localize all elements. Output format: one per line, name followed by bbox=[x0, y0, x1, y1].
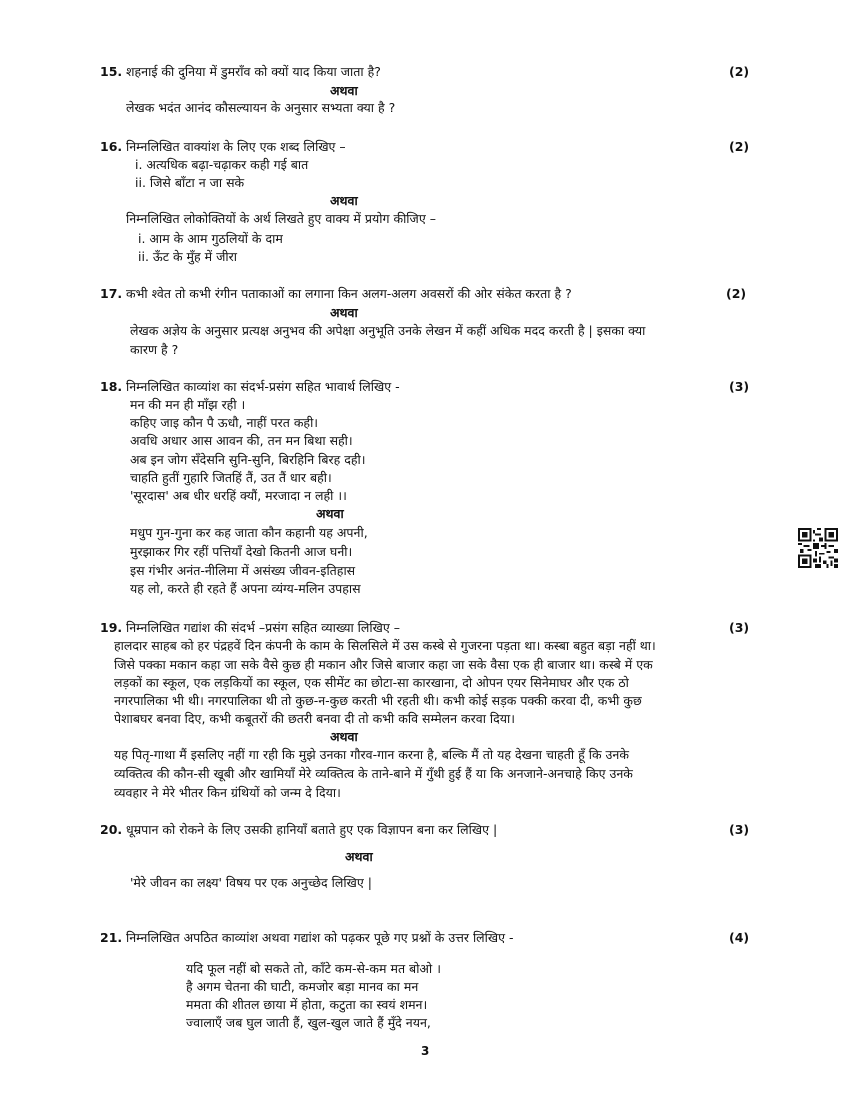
question-17-alt-line-2: कारण है ? bbox=[130, 342, 179, 357]
question-15-alt: लेखक भदंत आनंद कौसल्यायन के अनुसार सभ्यता क्या है ? bbox=[126, 100, 396, 115]
question-16-item-1: i. अत्यधिक बढ़ा-चढ़ाकर कही गई बात bbox=[135, 157, 309, 172]
question-17-alt-line-1: लेखक अज्ञेय के अनुसार प्रत्यक्ष अनुभव की अपेक्षा अनुभूति उनके लेखन में कहीं अधिक मदद करती है | इसका क्या bbox=[130, 323, 646, 338]
question-16-marks: (2) bbox=[729, 139, 750, 154]
question-15-text: शहनाई की दुनिया में डुमराँव को क्यों याद किया जाता है? bbox=[126, 64, 381, 79]
or-label-18: अथवा bbox=[316, 506, 344, 521]
question-number-15: 15. bbox=[100, 64, 123, 79]
question-19-text: निम्नलिखित गद्यांश की संदर्भ –प्रसंग सहित व्याख्या लिखिए – bbox=[126, 620, 400, 635]
question-20-alt: 'मेरे जीवन का लक्ष्य' विषय पर एक अनुच्छेद लिखिए | bbox=[130, 875, 372, 890]
or-label-15: अथवा bbox=[330, 83, 358, 98]
question-19-para-line-2: जिसे पक्का मकान कहा जा सके वैसे कुछ ही मकान और जिसे बाजार कहा जा सके वैसा एक ही बाजार था। कस्बे में एक bbox=[114, 657, 653, 672]
question-19-para-line-4: नगरपालिका भी थी। नगरपालिका थी तो कुछ-न-कुछ करती भी रहती थी। कभी कोई सड़क पक्की करवा दी, कभी कुछ bbox=[114, 693, 642, 708]
question-16-alt-item-2: ii. ऊँट के मुँह में जीरा bbox=[138, 249, 237, 264]
question-18-poem-line-6: 'सूरदास' अब धीर धरहिं क्यौं, मरजादा न लही ।। bbox=[130, 488, 347, 503]
question-19-alt-line-1: यह पितृ-गाथा मैं इसलिए नहीं गा रही कि मुझे उनका गौरव-गान करना है, बल्कि मैं तो यह देखना चाहती हूँ कि उनके bbox=[114, 747, 629, 762]
question-16-item-2: ii. जिसे बाँटा न जा सके bbox=[135, 175, 245, 190]
question-18-text: निम्नलिखित काव्यांश का संदर्भ-प्रसंग सहित भावार्थ लिखिए - bbox=[126, 379, 400, 394]
question-19-para-line-5: पेशाबघर बनवा दिए, कभी कबूतरों की छतरी बनवा दी तो कभी कवि सम्मेलन करवा दिया। bbox=[114, 711, 516, 726]
question-18-alt-line-1: मधुप गुन-गुना कर कह जाता कौन कहानी यह अपनी, bbox=[130, 525, 368, 540]
question-20-text: धूम्रपान को रोकने के लिए उसकी हानियाँ बताते हुए एक विज्ञापन बना कर लिखिए | bbox=[126, 822, 498, 837]
question-21-poem-line-2: है अगम चेतना की घाटी, कमजोर बड़ा मानव का मन bbox=[186, 979, 419, 994]
question-18-poem-line-2: कहिए जाइ कौन पै ऊधौ, नाहीं परत कही। bbox=[130, 415, 319, 430]
question-21-poem-line-1: यदि फूल नहीं बो सकते तो, काँटे कम-से-कम मत बोओ । bbox=[186, 961, 441, 976]
question-number-18: 18. bbox=[100, 379, 123, 394]
or-label-16: अथवा bbox=[330, 193, 358, 208]
question-21-text: निम्नलिखित अपठित काव्यांश अथवा गद्यांश को पढ़कर पूछे गए प्रश्नों के उत्तर लिखिए - bbox=[126, 930, 514, 945]
question-21-poem-line-4: ज्वालाएँ जब घुल जाती हैं, खुल-खुल जाते हैं मुँदे नयन, bbox=[186, 1015, 431, 1030]
question-20-marks: (3) bbox=[729, 822, 750, 837]
or-label-19: अथवा bbox=[330, 729, 358, 744]
question-18-alt-line-2: मुरझाकर गिर रहीं पत्तियाँ देखो कितनी आज घनी। bbox=[130, 544, 353, 559]
question-number-20: 20. bbox=[100, 822, 123, 837]
or-label-20: अथवा bbox=[345, 849, 373, 864]
question-19-para-line-1: हालदार साहब को हर पंद्रहवें दिन कंपनी के काम के सिलसिले में उस कस्बे से गुजरना पड़ता था। कस्बा बहुत बड़ा नहीं था। bbox=[114, 638, 656, 653]
question-21-poem-line-3: ममता की शीतल छाया में होता, कटुता का स्वयं शमन। bbox=[186, 997, 428, 1012]
question-number-21: 21. bbox=[100, 930, 123, 945]
question-17-marks: (2) bbox=[726, 286, 747, 301]
question-number-19: 19. bbox=[100, 620, 123, 635]
question-19-marks: (3) bbox=[729, 620, 750, 635]
question-18-marks: (3) bbox=[729, 379, 750, 394]
question-19-para-line-3: लड़कों का स्कूल, एक लड़कियों का स्कूल, एक सीमेंट का छोटा-सा कारखाना, दो ओपन एयर सिनेमाघर और एक ठो bbox=[114, 675, 629, 690]
question-number-16: 16. bbox=[100, 139, 123, 154]
question-21-marks: (4) bbox=[729, 930, 750, 945]
question-18-poem-line-4: अब इन जोग सँदेसनि सुनि-सुनि, बिरहिनि बिरह दही। bbox=[130, 452, 366, 467]
page-number: 3 bbox=[421, 1044, 430, 1058]
question-19-alt-line-2: व्यक्तित्व की कौन-सी खूबी और खामियाँ मेरे व्यक्तित्व के ताने-बाने में गुँथी हुई हैं या कि अनजाने-अनचाहे किए उनके bbox=[114, 766, 633, 781]
question-18-poem-line-1: मन की मन ही माँझ रही । bbox=[130, 397, 246, 412]
question-16-alt: निम्नलिखित लोकोक्तियों के अर्थ लिखते हुए वाक्य में प्रयोग कीजिए – bbox=[126, 211, 436, 226]
question-19-alt-line-3: व्यवहार ने मेरे भीतर किन ग्रंथियों को जन्म दे दिया। bbox=[114, 785, 341, 800]
question-17-text: कभी श्वेत तो कभी रंगीन पताकाओं का लगाना किन अलग-अलग अवसरों की ओर संकेत करता है ? bbox=[126, 286, 572, 301]
question-18-poem-line-3: अवधि अधार आस आवन की, तन मन बिथा सही। bbox=[130, 433, 353, 448]
qr-code bbox=[798, 528, 838, 568]
question-18-alt-line-4: यह लो, करते ही रहते हैं अपना व्यंग्य-मलिन उपहास bbox=[130, 581, 361, 596]
question-18-poem-line-5: चाहति हुतीं गुहारि जितहिं तैं, उत तैं धार बही। bbox=[130, 470, 332, 485]
question-16-text: निम्नलिखित वाक्यांश के लिए एक शब्द लिखिए – bbox=[126, 139, 346, 154]
or-label-17: अथवा bbox=[330, 305, 358, 320]
question-15-marks: (2) bbox=[729, 64, 750, 79]
question-16-alt-item-1: i. आम के आम गुठलियों के दाम bbox=[138, 231, 283, 246]
question-18-alt-line-3: इस गंभीर अनंत-नीलिमा में असंख्य जीवन-इतिहास bbox=[130, 563, 356, 578]
question-number-17: 17. bbox=[100, 286, 123, 301]
